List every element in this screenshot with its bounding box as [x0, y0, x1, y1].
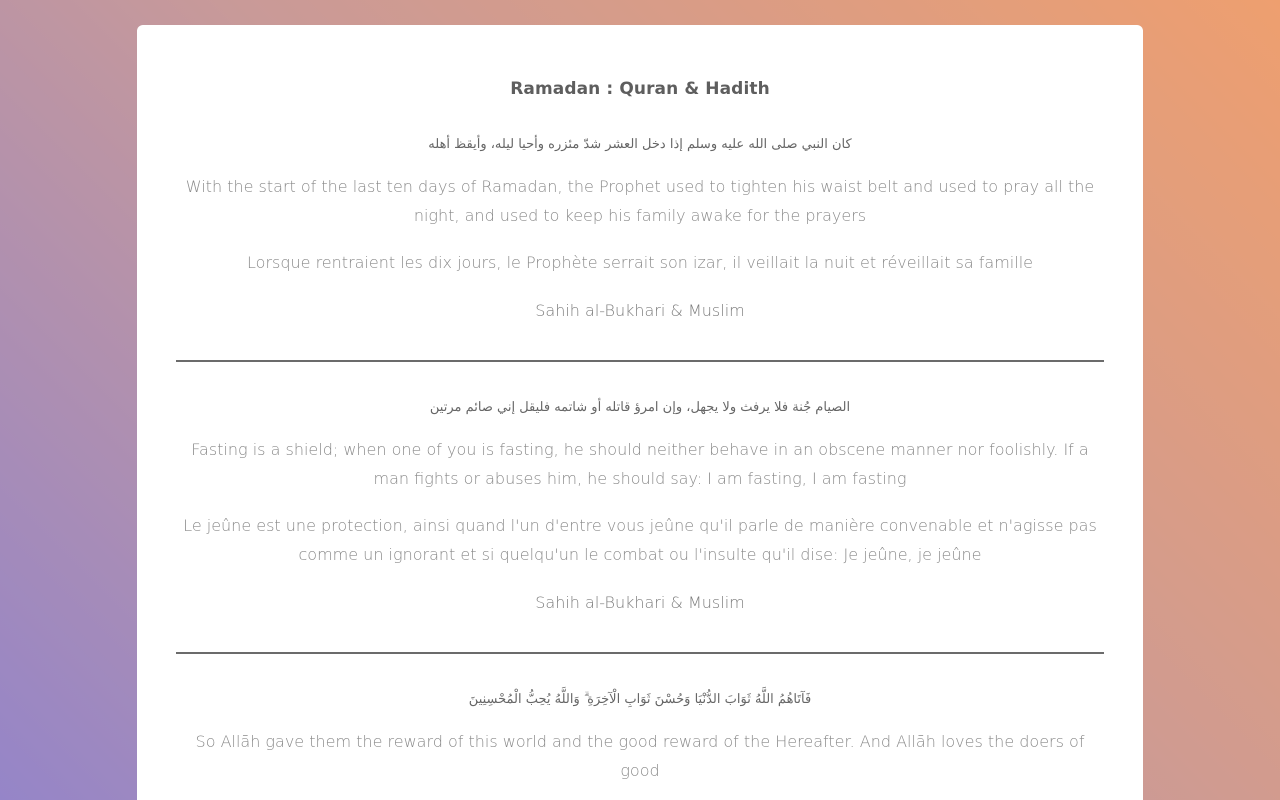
arabic-text: فَآتَاهُمُ اللَّهُ ثَوَابَ الدُّنْيَا وَحُسْنَ ثَوَابِ الْآخِرَةِ ۗ وَاللَّهُ يُحِبُّ الْمُحْسِنِينَ — [468, 692, 812, 707]
french-translation: Lorsque rentraient les dix jours, le Prophète serrait son izar, il veillait la nuit et réveillait sa famille — [247, 253, 1033, 272]
english-translation: So Allāh gave them the reward of this world and the good reward of the Hereafter. And Allāh loves the doers of good — [195, 732, 1085, 780]
section-divider — [176, 652, 1104, 654]
french-translation: Le jeûne est une protection, ainsi quand l'un d'entre vous jeûne qu'il parle de manière convenable et n'agisse pas comme un ignorant et si quelqu'un le combat ou l'insulte qu'il dise: Je jeûne, je jeûne — [183, 516, 1097, 564]
section-divider — [176, 360, 1104, 362]
hadith-source: Sahih al-Bukhari & Muslim — [535, 301, 745, 320]
arabic-text: كان النبي صلى الله عليه وسلم إذا دخل العشر شدّ مئزره وأحيا ليله، وأيقظ أهله — [428, 137, 852, 152]
english-translation: With the start of the last ten days of Ramadan, the Prophet used to tighten his waist belt and used to pray all the night, and used to keep his family awake for the prayers — [185, 177, 1095, 225]
arabic-text: الصيام جُنة فلا يرفث ولا يجهل، وإن امرؤ قاتله أو شاتمه فليقل إني صائم مرتين — [429, 400, 851, 415]
hadith-entry — [176, 398, 1104, 654]
english-translation: Fasting is a shield; when one of you is fasting, he should neither behave in an obscene manner nor foolishly. If a man fights or abuses him, he should say: I am fasting, I am fasting — [191, 440, 1089, 488]
hadith-source: Sahih al-Bukhari & Muslim — [535, 593, 745, 612]
content-card — [137, 25, 1143, 800]
hadith-entry — [176, 135, 1104, 362]
quran-entry — [176, 690, 1104, 785]
page-title: Ramadan : Quran & Hadith — [510, 79, 770, 99]
